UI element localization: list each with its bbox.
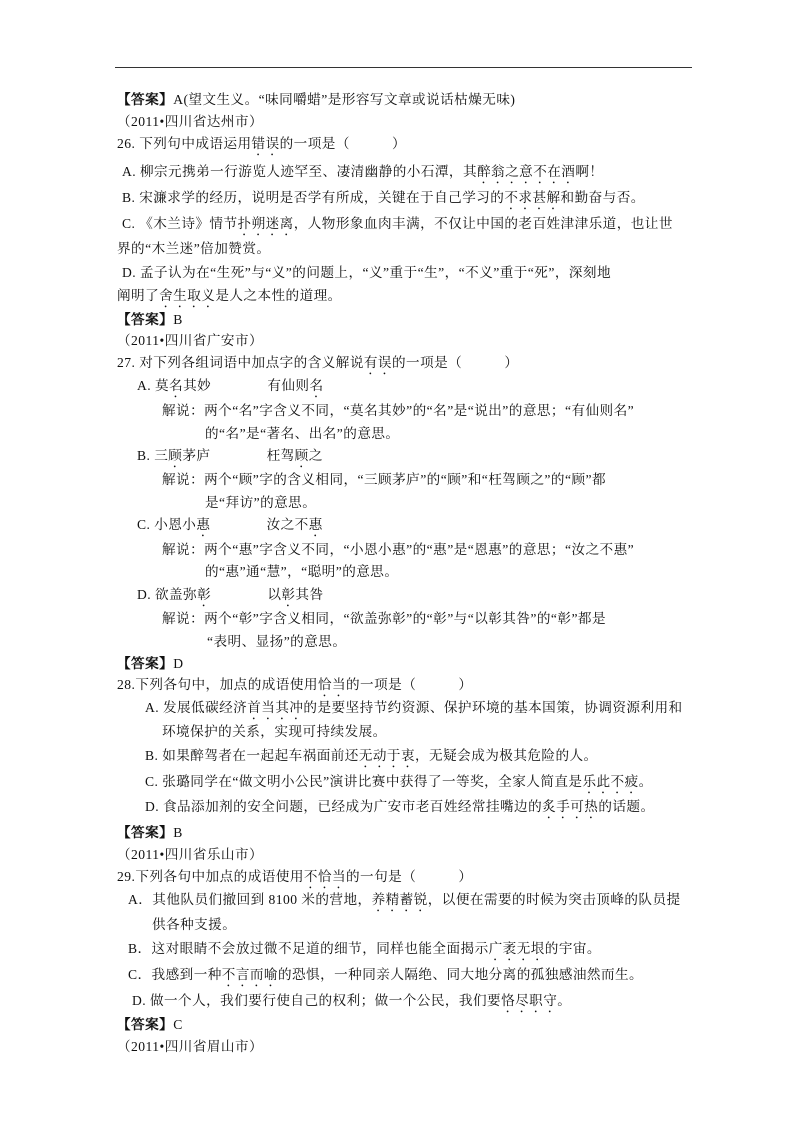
emphasized-text: 彰: [281, 587, 296, 602]
text-span: 解说：两个“名”字含义不同，“莫名其妙”的“名”是“说出”的意思；“有仙则名”: [162, 403, 635, 418]
text-span: 是人之本性的道理。: [215, 288, 342, 303]
text-span: 供各种支援。: [152, 917, 237, 932]
text-line: [122, 163, 603, 187]
text-line: [117, 655, 183, 673]
text-span: 的“名”是“著名、出名”的意思。: [205, 426, 400, 441]
text-span: B. 宋濂求学的经历，说明是否学有所成，关键在于自己学习的: [122, 190, 505, 205]
emphasized-text: 惠: [196, 517, 211, 532]
text-span: B: [173, 825, 183, 840]
emphasized-text: 舍生取义: [159, 288, 216, 303]
emphasized-text: 不言而喻: [221, 967, 278, 982]
text-line: [137, 377, 324, 401]
text-span: C: [173, 1017, 183, 1032]
text-span: D. 欲盖弥: [137, 587, 198, 602]
text-span: 啊！: [575, 164, 604, 179]
text-span: 的话题。: [598, 799, 655, 814]
text-span: （2011•四川省达州市）: [117, 114, 264, 129]
emphasized-text: 养精蓄锐: [371, 892, 428, 907]
text-span: 的宇宙。: [544, 941, 601, 956]
text-line: [162, 723, 387, 741]
answer-label: 【答案】: [117, 92, 174, 107]
text-line: [117, 311, 183, 329]
emphasized-text: 名: [169, 378, 184, 393]
text-span: B．这对眼睛不会放过微不足道的细节，同样也能全面揭示: [128, 941, 489, 956]
emphasized-text: 恪尽职守: [501, 993, 558, 1008]
text-span: 环境保护的关系，实现可持续发展。: [162, 724, 387, 739]
text-span: 的“惠”通“慧”，“聪明”的意思。: [205, 564, 399, 579]
text-line: [117, 287, 342, 311]
text-line: [207, 633, 346, 651]
text-line: [145, 699, 683, 723]
emphasized-text: 无动于衷: [358, 748, 416, 763]
emphasized-text: 名: [309, 378, 324, 393]
text-line: [137, 516, 323, 540]
text-line: [117, 240, 270, 258]
text-span: 汝之不: [210, 517, 309, 532]
emphasized-text: 广袤无垠: [488, 941, 545, 956]
text-span: 的一项是（ ）: [279, 136, 407, 151]
text-line: [205, 563, 398, 581]
text-span: D. 食品添加剂的安全问题，已经成为广安市老百姓经常挂嘴边的: [145, 799, 543, 814]
text-span: 的一句是（ ）: [346, 869, 473, 884]
answer-label: 【答案】: [117, 656, 174, 671]
text-span: 以: [211, 587, 282, 602]
text-span: 和勤奋与否。: [560, 190, 645, 205]
text-span: 解说：两个“彰”字含义相同，“欲盖弥彰”的“彰”与“以彰其咎”的“彰”都是: [162, 611, 607, 626]
text-line: [128, 940, 601, 964]
text-span: ，人物形象血肉丰满，不仅让中国的老百姓津津乐道，也让世: [293, 216, 673, 231]
text-line: [128, 891, 681, 915]
text-line: [117, 91, 515, 109]
text-span: 其咎: [295, 587, 324, 602]
text-span: ，无疑会成为极其危险的人。: [415, 748, 598, 763]
text-span: 。: [557, 993, 572, 1008]
text-span: 26. 下列句中成语运用: [117, 136, 252, 151]
text-span: 的恐惧，一种同亲人隔绝、同大地分离的孤独感油然而生。: [277, 967, 644, 982]
text-line: [137, 447, 323, 471]
text-span: A(望文生义。“味同嚼蜡”是形容写文章或说话枯燥无味): [173, 92, 516, 107]
text-span: D. 做一个人，我们要行使自己的权利；做一个公民，我们要: [132, 993, 502, 1008]
emphasized-text: 恰当: [317, 677, 347, 692]
emphasized-text: 炙手可热: [542, 799, 599, 814]
emphasized-text: 有误: [363, 355, 392, 370]
answer-label: 【答案】: [117, 825, 174, 840]
emphasized-text: 惠: [308, 517, 323, 532]
text-span: 是“拜访”的意思。: [205, 495, 317, 510]
emphasized-text: 彰: [197, 587, 212, 602]
text-span: 之: [308, 448, 323, 463]
text-line: [162, 541, 634, 559]
text-span: B. 三: [137, 448, 169, 463]
text-line: [145, 773, 653, 797]
text-line: [162, 610, 606, 628]
text-span: ，以便在需要的时候为突击顶峰的队员提: [427, 892, 681, 907]
emphasized-text: 乐此不疲: [582, 774, 639, 789]
text-line: [162, 471, 606, 489]
text-span: 的一项是（ ）: [346, 677, 473, 692]
emphasized-text: 醉翁之意不在酒: [477, 164, 576, 179]
text-span: C．我感到一种: [128, 967, 222, 982]
text-line: [132, 992, 571, 1016]
text-span: 茅庐 枉驾: [182, 448, 295, 463]
emphasized-text: 顾: [168, 448, 183, 463]
text-line: [117, 113, 263, 131]
text-line: [117, 1038, 263, 1056]
text-span: 解说：两个“顾”字的含义相同，“三顾茅庐”的“顾”和“枉驾顾之”的“顾”都: [162, 472, 607, 487]
text-line: [122, 264, 611, 282]
text-span: 界的“木兰迷”倍加赞赏。: [117, 241, 271, 256]
text-span: 其妙 有仙则: [183, 378, 310, 393]
text-line: [122, 189, 645, 213]
emphasized-text: 不恰当: [303, 869, 347, 884]
text-span: B: [173, 312, 183, 327]
text-span: B. 如果醉驾者在一起起车祸面前还: [145, 748, 359, 763]
text-span: （2011•四川省广安市）: [117, 333, 264, 348]
emphasized-text: 顾: [294, 448, 309, 463]
text-span: A．其他队员们撤回到 8100 米的营地，: [128, 892, 372, 907]
text-span: C. 小恩小: [137, 517, 197, 532]
text-span: A. 莫: [137, 378, 170, 393]
text-line: [117, 824, 183, 842]
text-line: [117, 1016, 183, 1034]
text-line: [145, 798, 655, 822]
answer-label: 【答案】: [117, 312, 174, 327]
text-span: 阐明了: [117, 288, 160, 303]
text-line: [117, 332, 263, 350]
text-span: 的一项是（ ）: [391, 355, 519, 370]
text-line: [117, 868, 472, 892]
text-line: [137, 586, 324, 610]
text-line: [152, 916, 236, 934]
text-span: 解说：两个“惠”字含义不同，“小恩小惠”的“惠”是“恩惠”的意思；“汝之不惠”: [162, 542, 635, 557]
emphasized-text: 不求甚解: [504, 190, 561, 205]
text-line: [162, 402, 634, 420]
text-line: [145, 747, 598, 771]
text-span: 29.下列各句中加点的成语使用: [117, 869, 304, 884]
emphasized-text: 首当其冲: [247, 700, 304, 715]
text-line: [128, 966, 643, 990]
emphasized-text: 错误: [251, 136, 280, 151]
text-line: [117, 135, 406, 159]
text-span: “表明、显扬”的意思。: [207, 634, 347, 649]
text-span: D: [173, 656, 184, 671]
text-span: C. 《木兰诗》情节: [122, 216, 238, 231]
text-line: [117, 676, 472, 700]
answer-label: 【答案】: [117, 1017, 174, 1032]
text-span: 28.下列各句中，加点的成语使用: [117, 677, 318, 692]
text-span: D. 孟子认为在“生死”与“义”的问题上，“义”重于“生”，“不义”重于“死”，深刻地: [122, 265, 611, 280]
text-span: 27. 对下列各组词语中加点字的含义解说: [117, 355, 364, 370]
text-line: [117, 846, 263, 864]
text-line: [122, 215, 673, 239]
text-span: C. 张璐同学在“做文明小公民”演讲比赛中获得了一等奖，全家人简直是: [145, 774, 583, 789]
header-rule: [115, 67, 692, 68]
text-span: 。: [638, 774, 653, 789]
text-span: 的是要坚持节约资源、保护环境的基本国策，协调资源利用和: [303, 700, 683, 715]
text-line: [205, 425, 399, 443]
text-span: A. 发展低碳经济: [145, 700, 248, 715]
text-line: [117, 354, 518, 378]
text-span: （2011•四川省眉山市）: [117, 1039, 264, 1054]
text-span: （2011•四川省乐山市）: [117, 847, 264, 862]
text-span: A. 柳宗元携弟一行游览人迹罕至、凄清幽静的小石潭，其: [122, 164, 478, 179]
text-line: [205, 494, 316, 512]
emphasized-text: 扑朔迷离: [237, 216, 294, 231]
